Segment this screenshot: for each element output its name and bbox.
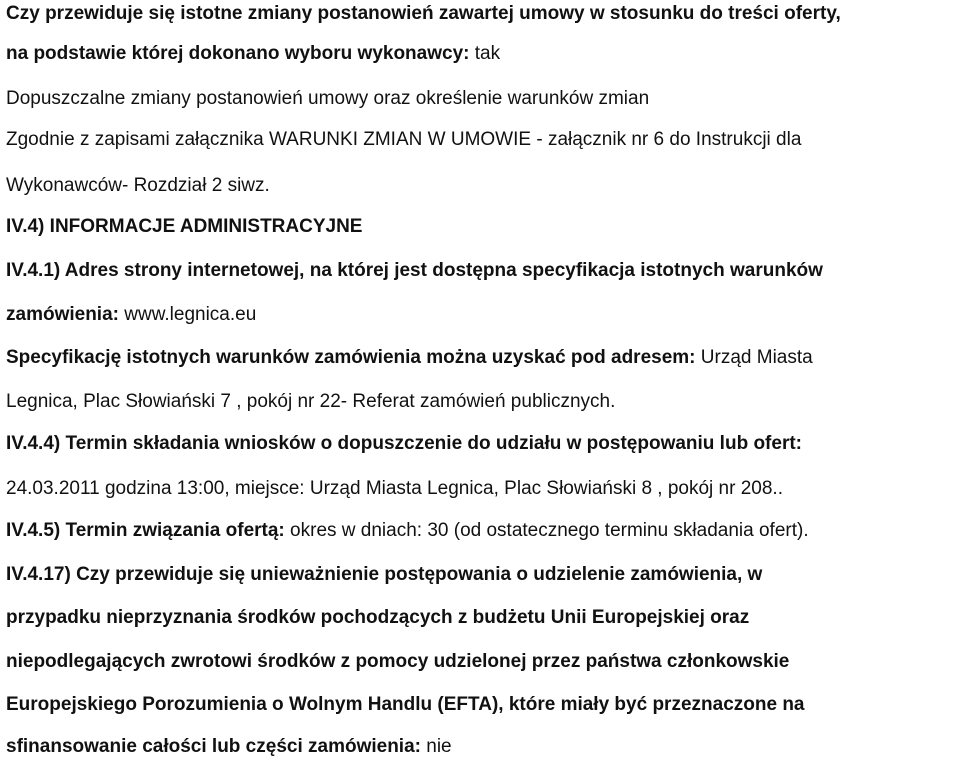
annulment-question-label: sfinansowanie całości lub części zamówienia: xyxy=(6,736,421,757)
binding-period-label: IV.4.5) Termin związania ofertą: xyxy=(6,520,285,541)
question-contract-changes-answer: tak xyxy=(474,43,501,64)
allowed-changes-text: Zgodnie z zapisami załącznika WARUNKI ZMIAN W UMOWIE - załącznik nr 6 do Instrukcji dla xyxy=(6,129,802,150)
specification-address-cont: Legnica, Plac Słowiański 7 , pokój nr 22- Referat zamówień publicznych. xyxy=(6,391,616,412)
submission-deadline-value: 24.03.2011 godzina 13:00, miejsce: Urząd Miasta Legnica, Plac Słowiański 8 , pokój nr 208.. xyxy=(6,478,783,499)
annulment-question: IV.4.17) Czy przewiduje się unieważnienie postępowania o udzielenie zamówienia, w xyxy=(6,564,763,585)
binding-period-value: okres w dniach: 30 (od ostatecznego terminu składania ofert). xyxy=(290,520,809,541)
annulment-question-cont-2: niepodlegających zwrotowi środków z pomocy udzielonej przez państwa członkowskie xyxy=(6,651,790,672)
specification-address-row xyxy=(6,346,813,370)
specification-address-value: Urząd Miasta xyxy=(700,347,813,368)
specification-address-label: Specyfikację istotnych warunków zamówienia można uzyskać pod adresem: xyxy=(6,347,696,368)
allowed-changes-heading: Dopuszczalne zmiany postanowień umowy oraz określenie warunków zmian xyxy=(6,88,650,109)
allowed-changes-text-cont: Wykonawców- Rozdział 2 siwz. xyxy=(6,175,270,196)
binding-period-row xyxy=(6,519,809,543)
website-address-row xyxy=(6,303,256,327)
question-contract-changes-label: na podstawie której dokonano wyboru wykonawcy: xyxy=(6,43,470,64)
annulment-question-cont-1: przypadku nieprzyznania środków pochodzących z budżetu Unii Europejskiej oraz xyxy=(6,607,750,628)
website-url: www.legnica.eu xyxy=(124,304,257,325)
section-administrative-heading: IV.4) INFORMACJE ADMINISTRACYJNE xyxy=(6,216,363,237)
submission-deadline-label: IV.4.4) Termin składania wniosków o dopuszczenie do udziału w postępowaniu lub ofert: xyxy=(6,433,802,454)
question-contract-changes-cont xyxy=(6,42,500,66)
website-address-label: IV.4.1) Adres strony internetowej, na której jest dostępna specyfikacja istotnych warunków xyxy=(6,260,823,281)
question-contract-changes: Czy przewiduje się istotne zmiany postanowień zawartej umowy w stosunku do treści oferty, xyxy=(6,3,841,24)
annulment-question-cont-3: Europejskiego Porozumienia o Wolnym Handlu (EFTA), które miały być przeznaczone na xyxy=(6,694,805,715)
annulment-question-answer: nie xyxy=(426,736,452,757)
annulment-question-row xyxy=(6,735,452,759)
website-address-label-cont: zamówienia: xyxy=(6,304,119,325)
